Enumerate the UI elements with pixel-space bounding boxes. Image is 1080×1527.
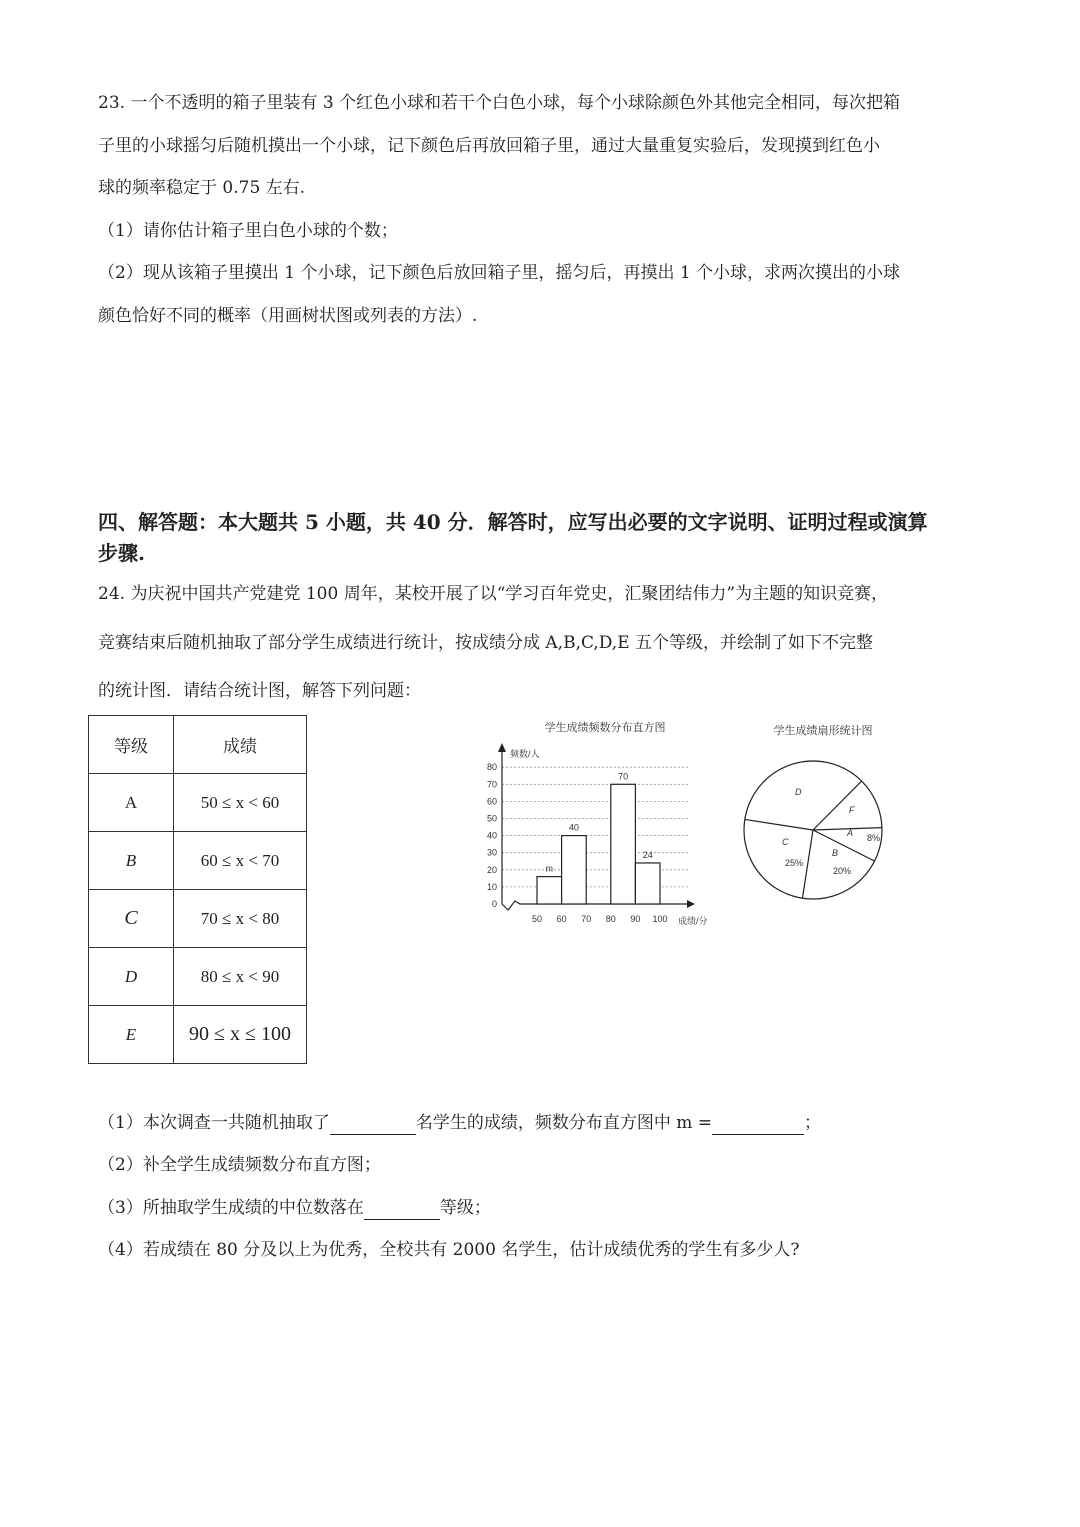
y-tick-label: 10 [486, 881, 497, 892]
q23-line: 球的频率稳定于 0.75 左右. [98, 178, 306, 198]
pie-slice-percent: 8% [867, 833, 881, 843]
y-tick-label: 80 [486, 762, 497, 773]
q24-line: 24. 为庆祝中国共产党建党 100 周年，某校开展了以“学习百年党史，汇聚团结伟力”为主题的知识竞赛， [98, 584, 889, 604]
x-axis-label: 成绩/分 [678, 916, 708, 926]
x-tick-label: 80 [605, 914, 616, 924]
y-tick-label: 70 [486, 779, 497, 790]
sub3-text: （3）所抽取学生成绩的中位数落在 [98, 1198, 364, 1218]
header-score: 成绩 [174, 716, 307, 774]
score-cell: 80 ≤ x < 90 [174, 948, 307, 1006]
q23-sub1: （1）请你估计箱子里白色小球的个数； [98, 221, 398, 241]
bar-label: 40 [568, 822, 579, 833]
grade-cell: A [89, 774, 174, 832]
section-heading: 四、解答题：本大题共 5 小题，共 40 分．解答时，应写出必要的文字说明、证明过程或演算 [98, 510, 928, 534]
pie-slice-percent: 20% [833, 866, 852, 876]
q24-sub4: （4）若成绩在 80 分及以上为优秀，全校共有 2000 名学生，估计成绩优秀的学生有多少人? [98, 1240, 800, 1260]
score-cell: 90 ≤ x ≤ 100 [174, 1006, 307, 1064]
pie-slice-label: B [832, 848, 839, 858]
chart-title: 学生成绩扇形统计图 [773, 725, 873, 737]
pie-slice-label: A [847, 828, 854, 838]
y-axis-arrow [498, 743, 506, 752]
score-cell: 50 ≤ x < 60 [174, 774, 307, 832]
answer-blank[interactable] [330, 1116, 416, 1135]
answer-blank[interactable] [712, 1116, 804, 1135]
x-tick-label: 60 [556, 914, 567, 924]
x-tick-label: 70 [581, 914, 592, 924]
x-tick-label: 50 [531, 914, 543, 924]
score-cell: 60 ≤ x < 70 [174, 832, 307, 890]
histogram-bar [537, 877, 562, 904]
grade-cell: B [89, 832, 174, 890]
bar-label: 70 [618, 771, 629, 782]
sub1-text: 名学生的成绩，频数分布直方图中 m = [415, 1113, 712, 1133]
grade-table [88, 715, 307, 1064]
y-axis-label: 频数/人 [510, 749, 540, 759]
q23-sub2-cont: 颜色恰好不同的概率（用画树状图或列表的方法）. [98, 306, 478, 326]
sub3-text: 等级； [439, 1198, 491, 1218]
y-tick-label: 0 [491, 899, 497, 909]
pie-slice-label: D [795, 787, 802, 797]
bar-label: m [545, 863, 554, 874]
pie-slice-label: C [782, 837, 789, 847]
y-tick-label: 50 [486, 813, 497, 824]
q23-line: 23. 一个不透明的箱子里装有 3 个红色小球和若干个白色小球，每个小球除颜色外其他完全相同，每次把箱 [98, 93, 901, 113]
q24-sub2: （2）补全学生成绩频数分布直方图； [98, 1155, 381, 1175]
y-tick-label: 20 [486, 864, 497, 875]
pie-slice-label: F [849, 805, 855, 815]
q24-sub3 [98, 1196, 491, 1220]
grade-cell: D [89, 948, 174, 1006]
histogram-bar [562, 836, 587, 904]
q24-line: 竞赛结束后随机抽取了部分学生成绩进行统计，按成绩分成 A,B,C,D,E 五个等级，并绘制了如下不完整 [98, 633, 874, 653]
answer-blank[interactable] [364, 1201, 440, 1220]
score-cell: 70 ≤ x < 80 [174, 890, 307, 948]
chart-title: 学生成绩频数分布直方图 [544, 722, 666, 734]
pie-chart [735, 710, 895, 910]
sub1-text: ； [804, 1113, 821, 1133]
bar-label: 24 [642, 849, 653, 860]
q24-sub1 [98, 1111, 821, 1135]
x-axis-arrow [687, 900, 695, 908]
q23-line: 子里的小球摇匀后随机摸出一个小球，记下颜色后再放回箱子里，通过大量重复实验后，发现摸到红色小 [98, 136, 880, 156]
y-tick-label: 30 [486, 847, 497, 858]
x-tick-label: 90 [630, 914, 641, 924]
header-grade: 等级 [89, 716, 174, 774]
pie-slice-percent: 25% [785, 858, 804, 868]
grade-cell: C [89, 890, 174, 948]
histogram-bar [635, 863, 660, 904]
q23-sub2: （2）现从该箱子里摸出 1 个小球，记下颜色后放回箱子里，摇匀后，再摸出 1 个小球，求两次摸出的小球 [98, 263, 901, 283]
section-heading-cont: 步骤. [98, 541, 145, 565]
q24-line: 的统计图．请结合统计图，解答下列问题： [98, 681, 421, 701]
histogram-bar [611, 784, 636, 904]
histogram [470, 710, 730, 935]
sub1-text: （1）本次调查一共随机抽取了 [98, 1113, 330, 1133]
x-tick-label: 100 [652, 914, 668, 924]
y-tick-label: 40 [486, 830, 497, 841]
y-tick-label: 60 [486, 796, 497, 807]
grade-cell: E [89, 1006, 174, 1064]
